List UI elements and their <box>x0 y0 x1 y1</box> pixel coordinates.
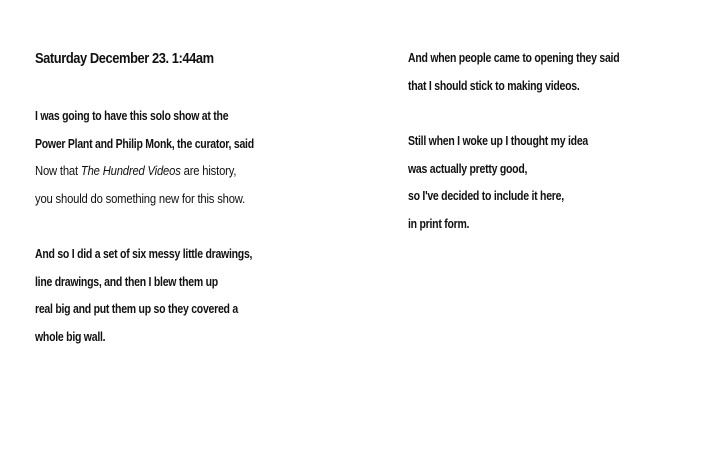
text-line: Power Plant and Philip Monk, the curator, said <box>35 136 254 151</box>
text-line: whole big wall. <box>35 329 106 344</box>
text-line: I was going to have this solo show at the <box>35 109 229 123</box>
text-line: was actually pretty good, <box>408 161 528 176</box>
text-line: real big and put them up so they covered a <box>35 302 238 316</box>
date-heading: Saturday December 23. 1:44am <box>35 50 214 67</box>
left-paragraph-2 <box>35 246 294 356</box>
text-line: line drawings, and then I blew them up <box>35 274 218 289</box>
text-segment: are history, <box>180 164 237 178</box>
text-segment: Now that <box>35 164 81 178</box>
left-paragraph-1 <box>35 108 296 218</box>
text-line: you should do something new for this show. <box>35 191 246 206</box>
text-line: Still when I woke up I thought my idea <box>408 134 589 148</box>
text-line: And when people came to opening they said <box>408 51 620 65</box>
text-line <box>35 163 270 191</box>
work-title: The Hundred Videos <box>80 164 181 178</box>
text-line: so I've decided to include it here, <box>408 189 564 203</box>
text-line: And so I did a set of six messy little drawings, <box>35 247 253 261</box>
text-line: that I should stick to making videos. <box>408 78 580 93</box>
right-paragraph-1 <box>408 50 660 105</box>
right-paragraph-2 <box>408 133 622 243</box>
text-line: in print form. <box>408 216 470 231</box>
